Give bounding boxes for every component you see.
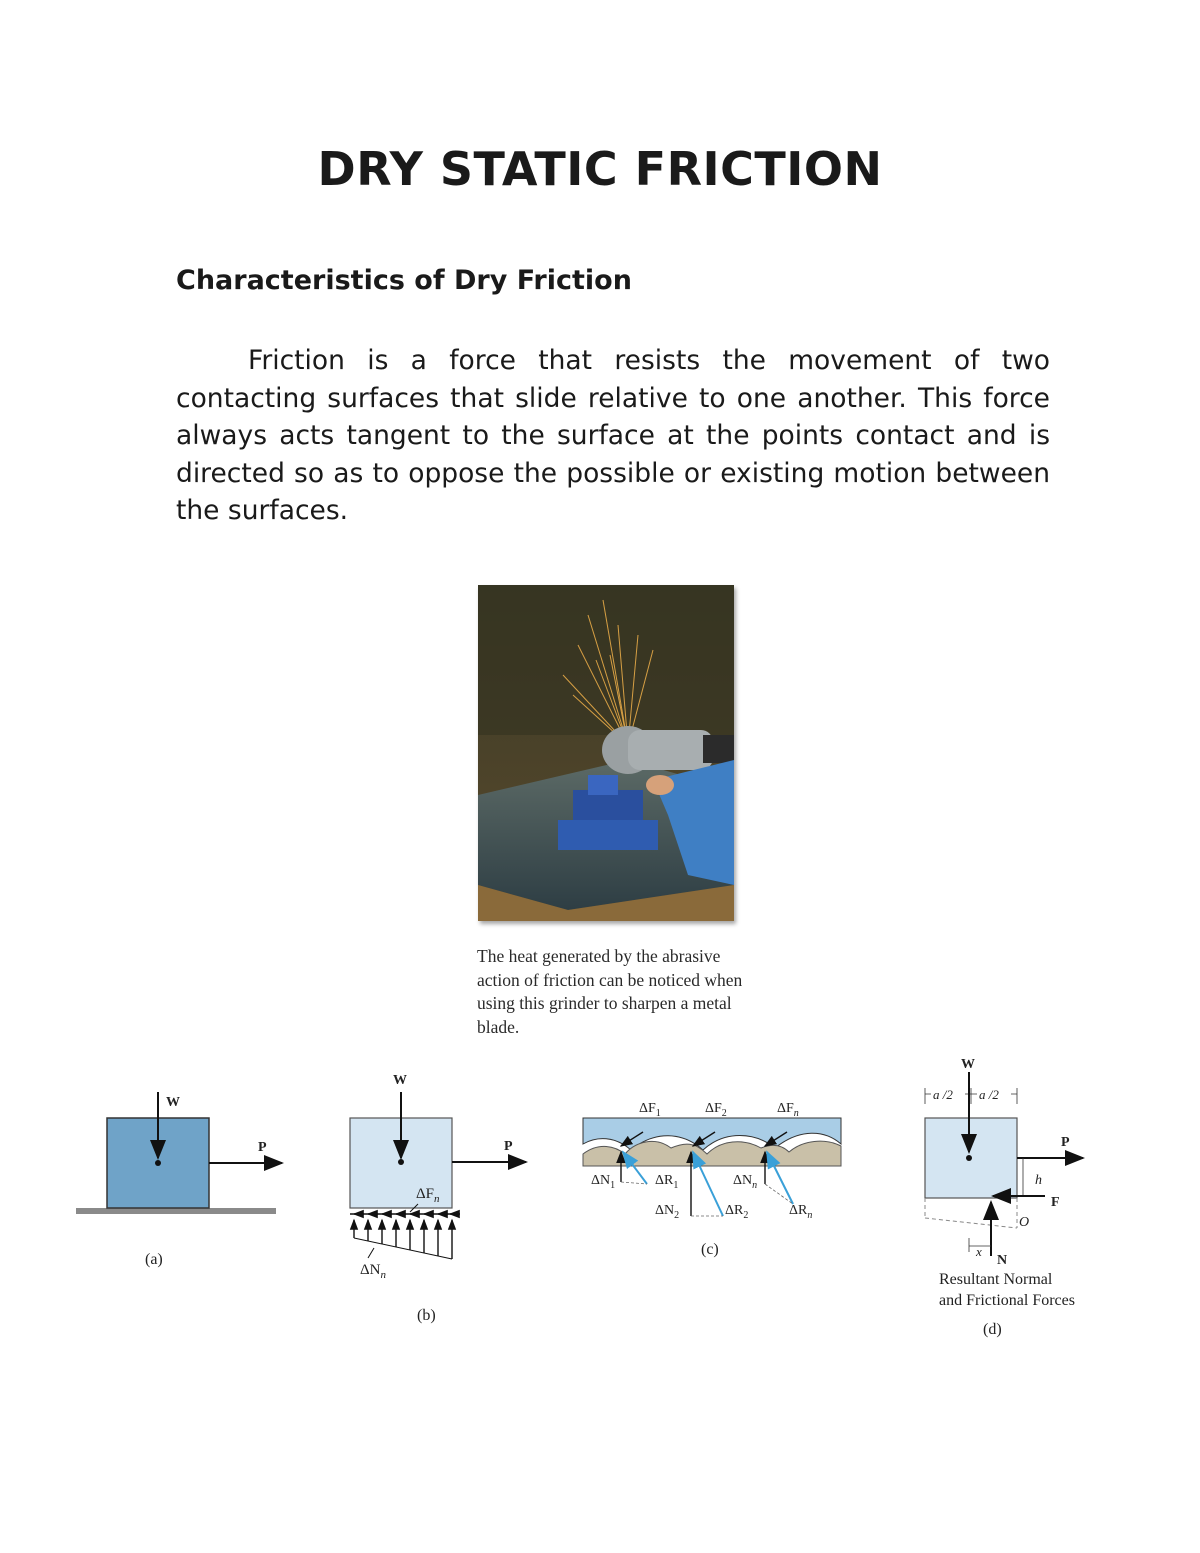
- weight-label: W: [961, 1057, 975, 1072]
- weight-label: W: [393, 1073, 407, 1088]
- normal-arrows: [354, 1220, 452, 1259]
- drn-label: $\Delta R_n$: [789, 1203, 813, 1221]
- figure-c-label: (c): [701, 1241, 719, 1258]
- dr1-label: $\Delta R_1$: [655, 1173, 679, 1191]
- x-label: x: [976, 1244, 982, 1259]
- section-heading: Characteristics of Dry Friction: [176, 265, 632, 296]
- figure-b-label: (b): [417, 1307, 436, 1324]
- weight-label: W: [166, 1095, 180, 1110]
- df1-label: $\Delta F_1$: [639, 1101, 661, 1119]
- df2-label: $\Delta F_2$: [705, 1101, 727, 1119]
- figure-a-label: (a): [145, 1251, 163, 1268]
- dn1-label: $\Delta N_1$: [591, 1173, 616, 1191]
- normal-label: N: [997, 1253, 1008, 1268]
- body-paragraph: Friction is a force that resists the movement of two contacting surfaces that slide relative to one another. This force always acts tangent to the surface at the points contact and is directed so as to oppose the possible or existing motion between the surfaces.: [176, 345, 1050, 526]
- h-label: h: [1035, 1173, 1042, 1188]
- delta-f-label: $\Delta F_n$: [416, 1186, 440, 1205]
- half-a-left-label: a /2: [933, 1087, 953, 1102]
- o-label: O: [1019, 1215, 1030, 1230]
- figure-b: [330, 1062, 550, 1332]
- figure-d: [905, 1050, 1105, 1345]
- dn2-label: $\Delta N_2$: [655, 1203, 680, 1221]
- page-title: DRY STATIC FRICTION: [317, 142, 883, 196]
- figure-d-label: (d): [983, 1321, 1002, 1338]
- resultant-caption-line2: and Frictional Forces: [939, 1292, 1075, 1309]
- photo-caption: The heat generated by the abrasive action of friction can be noticed when using this grinder to sharpen a metal blade.: [477, 946, 743, 1037]
- delta-n-label: $\Delta N_n$: [360, 1262, 386, 1281]
- figure-a: [70, 1050, 300, 1280]
- grinder-photo: [478, 585, 734, 921]
- ground: [76, 1208, 276, 1214]
- half-a-right-label: a /2: [979, 1087, 999, 1102]
- push-label: P: [504, 1139, 513, 1154]
- friction-label: F: [1051, 1195, 1060, 1210]
- figure-c: [575, 1092, 850, 1262]
- resultant-caption-line1: Resultant Normal: [939, 1271, 1053, 1288]
- push-label: P: [1061, 1135, 1070, 1150]
- dnn-label: $\Delta N_n$: [733, 1173, 758, 1191]
- dr2-label: $\Delta R_2$: [725, 1203, 749, 1221]
- dfn-label: $\Delta F_n$: [777, 1101, 799, 1119]
- push-label: P: [258, 1140, 267, 1155]
